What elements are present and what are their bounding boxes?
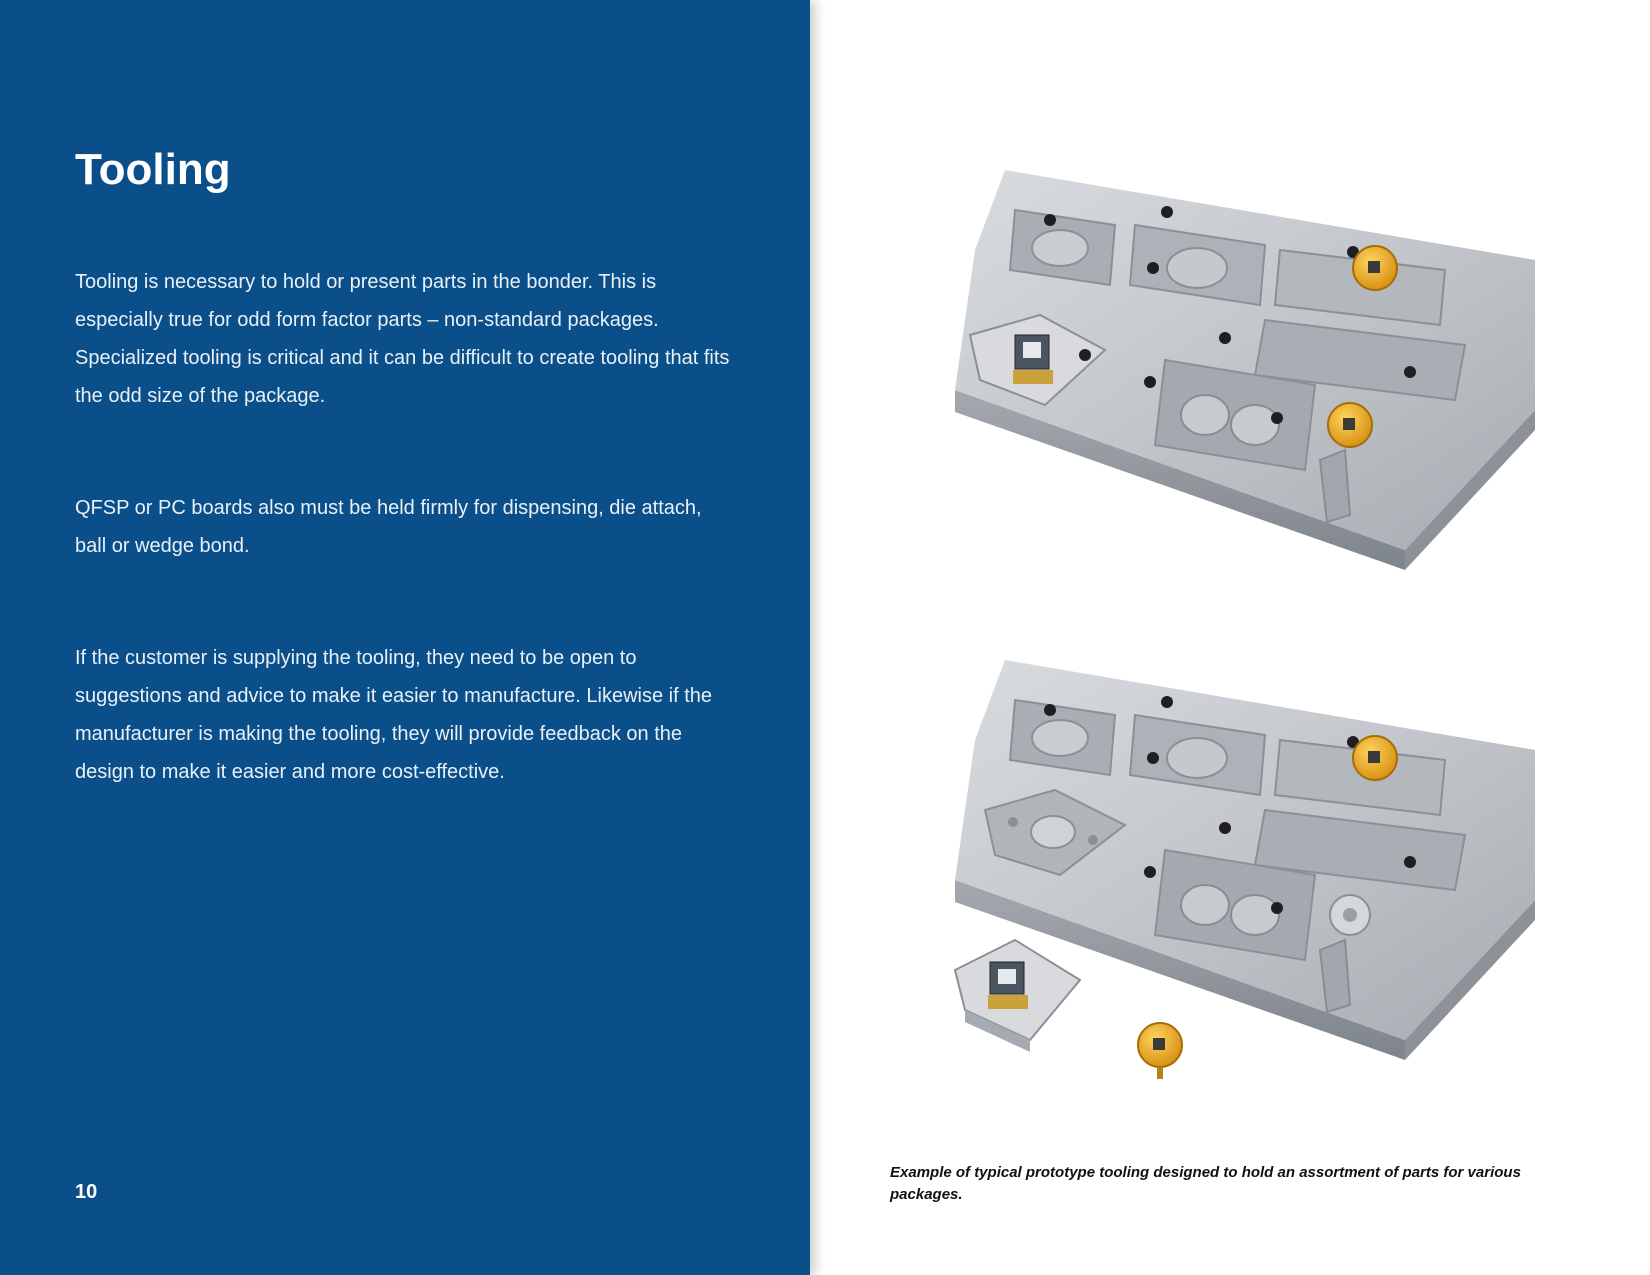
page-number: 10 — [75, 1181, 98, 1203]
blue-text-panel — [0, 0, 810, 1275]
tooling-fixture-photo-top — [935, 150, 1555, 600]
paragraph-qfsp-boards: QFSP or PC boards also must be held firmly for dispensing, die attach, ball or wedge bond. — [75, 497, 702, 557]
paragraph-tooling-intro: Tooling is necessary to hold or present parts in the bonder. This is especially true for odd form factor parts – non-standard packages. Specialized tooling is critical and it can be difficult to create tooling that fits the odd size of the package. — [75, 271, 730, 407]
tooling-fixture-photo-bottom — [935, 640, 1555, 1110]
figure-caption: Example of typical prototype tooling designed to hold an assortment of parts for various packages. — [890, 1164, 1521, 1203]
paragraph-customer-tooling: If the customer is supplying the tooling, they need to be open to suggestions and advice to make it easier to manufacture. Likewise if the manufacturer is making the tooling, they will provide feedback on the design to make it easier and more cost-effective. — [75, 647, 713, 783]
page-title: Tooling — [75, 145, 231, 194]
